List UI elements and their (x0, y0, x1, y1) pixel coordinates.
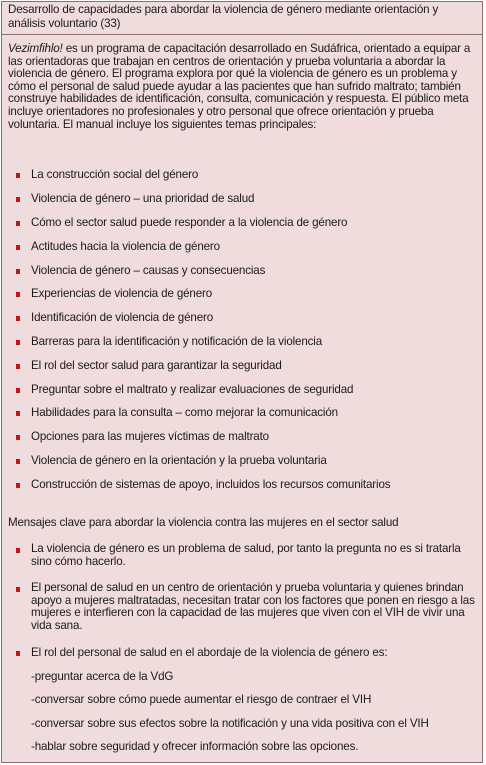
bullet-icon (16, 316, 20, 321)
bullet-icon (16, 340, 20, 345)
bullet-icon (16, 388, 20, 393)
bullet-icon (16, 173, 20, 178)
box-title: Desarrollo de capacidades para abordar la violencia de género mediante orientación y análisis voluntario (33) (2, 2, 482, 35)
bullet-icon (16, 483, 20, 488)
sub-item: -conversar sobre cómo puede aumentar el riesgo de contraer el VIH (31, 693, 372, 706)
bullet-icon (16, 197, 20, 202)
bullet-icon (16, 292, 20, 297)
bullet-icon (16, 548, 20, 553)
bullet-icon (16, 245, 20, 250)
info-box: Desarrollo de capacidades para abordar la violencia de género mediante orientación y análisis voluntario (33) Vezimfihlo! es un programa de capacitación desarrollado en Sudáfrica, orientado a equipar a las orientadoras que trabajan en centros de orientación y prueba voluntaria a abordar la violencia de género. El programa explora por qué la violencia de género es un problema y cómo el personal de salud puede ayudar a las pacientes que han sufrido maltrato; también construye habilidades de identificación, consulta, comunicación y respuesta. El público meta incluye orientadores no profesionales y otro personal que ofrece orientación y prueba voluntaria. El manual incluye los siguientes temas principales: La construcción social del género Violencia de género – una prioridad de salud Cómo el sector salud puede responder a la violencia de género Actitudes hacia la violencia de género Violencia de género – causas y consecuencias Experiencias de violencia de género Identificación de violencia de género Barreras para la identificación y notificación de la violencia El rol del sector salud para garantizar la seguridad Preguntar sobre el maltrato y realizar evaluaciones de seguridad Habilidades para la consulta – como mejorar la comunicación Opciones para las mujeres víctimas de maltrato Violencia de género en la orientación y la prueba voluntaria Construcción de sistemas de apoyo, incluidos los recursos comunitarios Mensajes clave para abordar la violencia contra las mujeres en el sector salud La violencia de género es un problema de salud, por tanto la pregunta no es si tratarla sino cómo hacerlo. El personal de salud en un centro de orientación y prueba voluntaria y quienes brindan apoyo a mujeres maltratadas, necesitan tratar con los factores que ponen en riesgo a las mujeres e interfieren con la capacidad de las mujeres que viven con el VIH de vivir una vida sana. El rol del personal de salud en el abordaje de la violencia de género es: -preguntar acerca de la VdG -conversar sobre cómo puede aumentar el riesgo de contraer el VIH -conversar sobre sus efectos sobre la notificación y una vida positiva con el VIH -hablar sobre seguridad y ofrecer información sobre las opciones. (1, 1, 483, 763)
program-name: Vezimfihlo! (8, 42, 63, 55)
bullet-icon (16, 651, 20, 656)
intro-text: es un programa de capacitación desarrollado en Sudáfrica, orientado a equipar a las orientadoras que trabajan en centros de orientación y prueba voluntaria a abordar la violencia de género. El programa explora por qué la violencia de género es un problema y cómo el personal de salud puede ayudar a las pacientes que han sufrido maltrato; también construye habilidades de identificación, consulta, comunicación y respuesta. El público meta incluye orientadores no profesionales y otro personal que ofrece orientación y prueba voluntaria. El manual incluye los siguientes temas principales: (8, 42, 471, 131)
key-messages-heading: Mensajes clave para abordar la violencia contra las mujeres en el sector salud (8, 516, 399, 529)
intro-paragraph (8, 43, 478, 131)
sub-item: -hablar sobre seguridad y ofrecer información sobre las opciones. (31, 740, 359, 753)
sub-item: -preguntar acerca de la VdG (31, 670, 174, 683)
bullet-icon (16, 435, 20, 440)
bullet-icon (16, 459, 20, 464)
bullet-icon (16, 269, 20, 274)
bullet-icon (16, 221, 20, 226)
bullet-icon (16, 364, 20, 369)
bullet-icon (16, 587, 20, 592)
bullet-icon (16, 411, 20, 416)
sub-item: -conversar sobre sus efectos sobre la notificación y una vida positiva con el VIH (31, 717, 429, 730)
